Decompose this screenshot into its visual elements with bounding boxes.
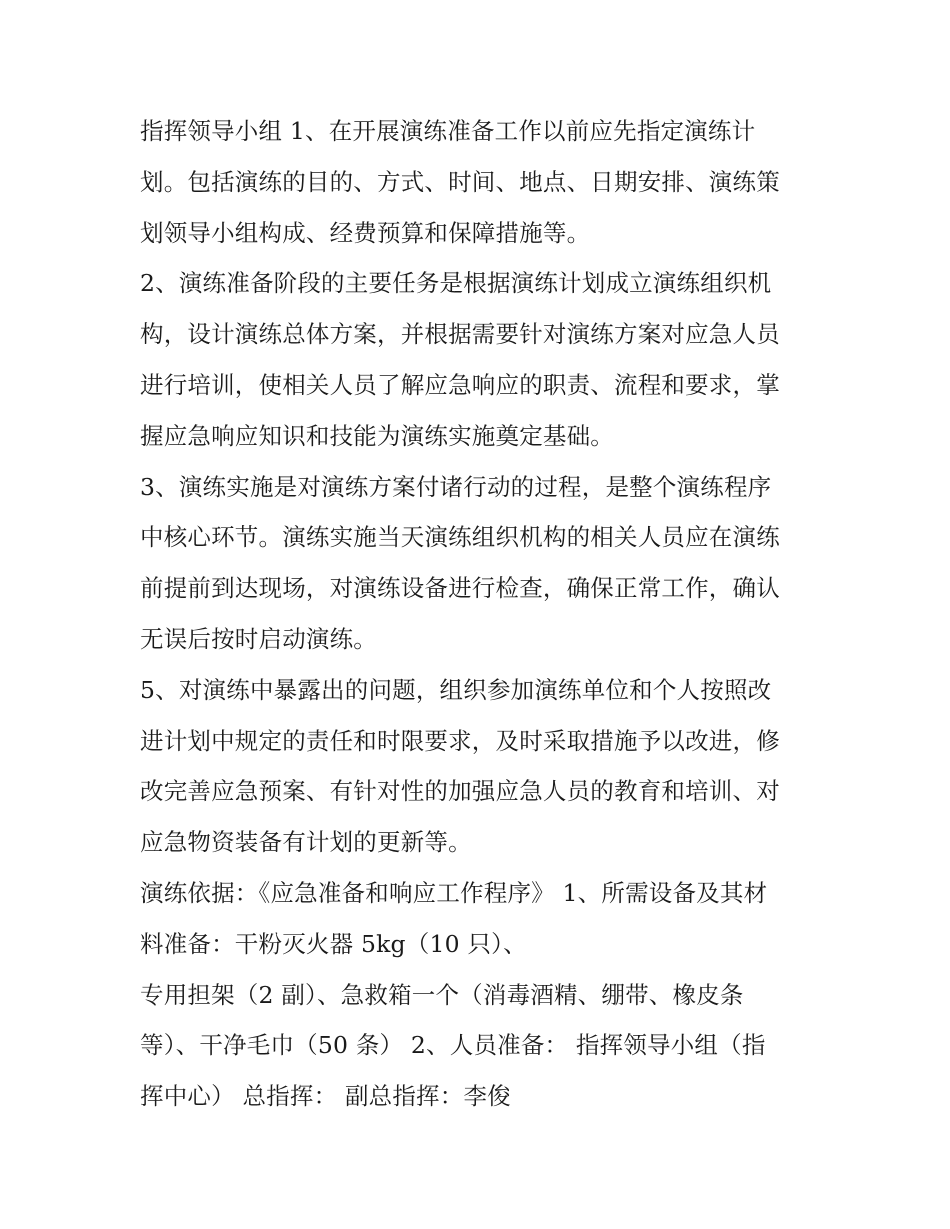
text-line: 等）、干净毛巾（50 条） 2、人员准备： 指挥领导小组（指 — [140, 1031, 766, 1060]
text-line: 应急物资装备有计划的更新等。 — [140, 828, 472, 857]
text-line: 改完善应急预案、有针对性的加强应急人员的教育和培训、对 — [140, 777, 780, 806]
text-line: 进行培训，使相关人员了解应急响应的职责、流程和要求，掌 — [140, 370, 780, 399]
text-line: 握应急响应知识和技能为演练实施奠定基础。 — [140, 421, 614, 450]
text-line: 料准备：干粉灭火器 5kg（10 只）、 — [140, 929, 527, 958]
text-line: 进计划中规定的责任和时限要求，及时采取措施予以改进，修 — [140, 726, 780, 755]
text-line: 前提前到达现场，对演练设备进行检查，确保正常工作，确认 — [140, 574, 780, 603]
document-body — [140, 106, 830, 1122]
text-line: 无误后按时启动演练。 — [140, 624, 377, 653]
text-line: 演练依据：《应急准备和响应工作程序》 1、所需设备及其材 — [140, 878, 768, 907]
text-line: 指挥领导小组 1、在开展演练准备工作以前应先指定演练计 — [140, 117, 756, 145]
text-line: 划领导小组构成、经费预算和保障措施等。 — [140, 218, 591, 247]
text-line: 2、演练准备阶段的主要任务是根据演练计划成立演练组织机 — [140, 269, 772, 298]
text-line: 中核心环节。演练实施当天演练组织机构的相关人员应在演练 — [140, 523, 780, 552]
text-line: 构，设计演练总体方案，并根据需要针对演练方案对应急人员 — [140, 320, 780, 349]
text-line: 划。包括演练的目的、方式、时间、地点、日期安排、演练策 — [140, 167, 780, 196]
text-line: 3、演练实施是对演练方案付诸行动的过程，是整个演练程序 — [140, 472, 772, 501]
text-line: 挥中心） 总指挥： 副总指挥：李俊 — [140, 1082, 511, 1111]
text-line: 5、对演练中暴露出的问题，组织参加演练单位和个人按照改 — [140, 675, 772, 704]
text-line: 专用担架（2 副）、急救箱一个（消毒酒精、绷带、橡皮条 — [140, 980, 744, 1009]
